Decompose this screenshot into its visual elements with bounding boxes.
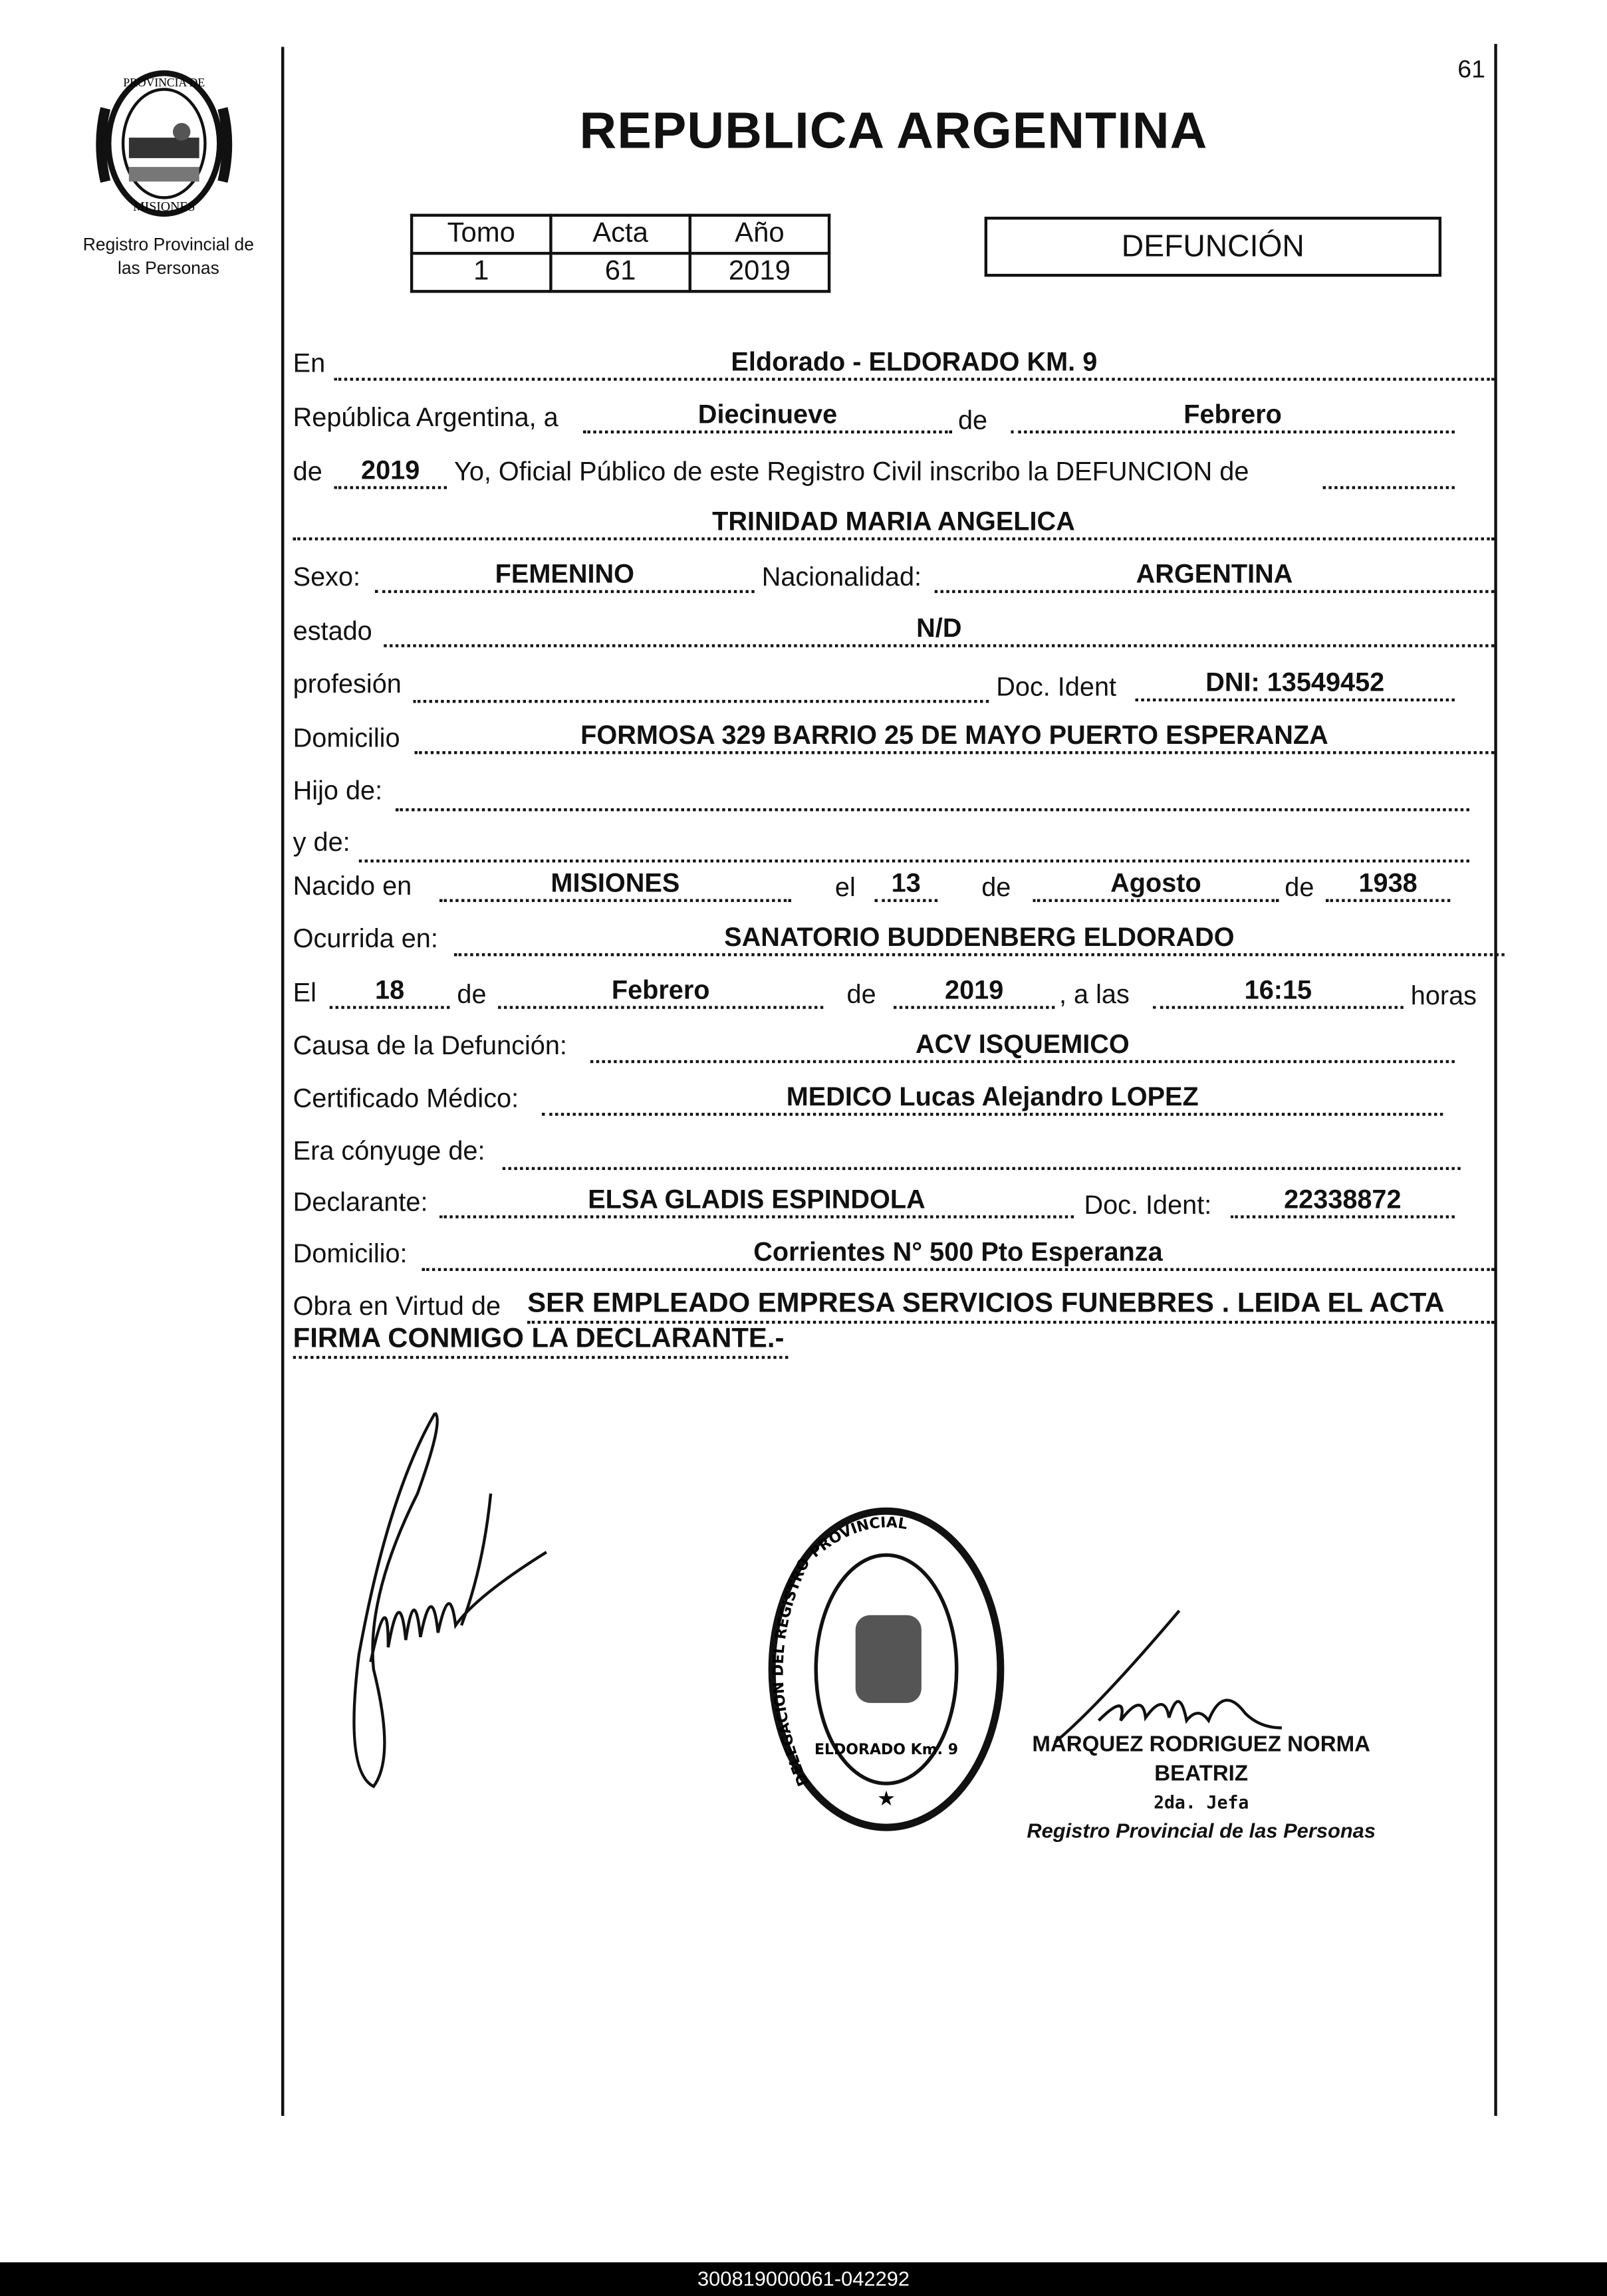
en-label: En <box>293 348 326 378</box>
oficial-text: Yo, Oficial Público de este Registro Civil inscribo la DEFUNCION de <box>454 457 1249 487</box>
declarante-doc-field: 22338872 <box>1231 1183 1455 1218</box>
official-stamp <box>765 1505 1014 1835</box>
de-label: de <box>293 457 322 487</box>
header-ano: Año <box>690 215 829 253</box>
estado-label: estado <box>293 616 372 646</box>
certificado-field: MEDICO Lucas Alejandro LOPEZ <box>542 1081 1443 1116</box>
ocurrida-label: Ocurrida en: <box>293 923 438 954</box>
signatory-block <box>1011 1731 1392 1845</box>
svg-text:DELEGACION DEL REGISTRO PROVIN: DELEGACION DEL REGISTRO PROVINCIAL <box>770 1514 909 1789</box>
record-table-header-row <box>412 215 829 253</box>
nacido-en-field: MISIONES <box>439 867 791 902</box>
birth-month-field: Agosto <box>1033 867 1279 902</box>
y-de-label: y de: <box>293 827 350 857</box>
place-field: Eldorado - ELDORADO KM. 9 <box>334 346 1494 381</box>
death-month-field: Febrero <box>498 974 823 1009</box>
doc-ident-field: DNI: 13549452 <box>1136 666 1455 701</box>
causa-label: Causa de la Defunción: <box>293 1030 567 1060</box>
svg-text:PROVINCIA DE: PROVINCIA DE <box>123 75 205 89</box>
signatory-role: 2da. Jefa <box>1154 1792 1249 1813</box>
nacido-en-label: Nacido en <box>293 871 412 901</box>
el-label: el <box>834 872 856 902</box>
signatory-name: MARQUEZ RODRIGUEZ NORMA BEATRIZ <box>1032 1732 1370 1787</box>
de-label: de <box>846 979 876 1009</box>
estado-field: N/D <box>384 612 1494 647</box>
conyuge-field <box>503 1135 1461 1170</box>
republica-label: República Argentina, a <box>293 402 558 432</box>
deceased-name-field: TRINIDAD MARIA ANGELICA <box>293 505 1495 540</box>
day-words-field: Diecinueve <box>583 398 952 433</box>
header-acta: Acta <box>551 215 689 253</box>
domicilio-field: FORMOSA 329 BARRIO 25 DE MAYO PUERTO ESPERANZA <box>415 719 1495 754</box>
nacionalidad-label: Nacionalidad: <box>761 562 922 592</box>
page-number: 61 <box>1457 55 1485 84</box>
obra-field-line1: SER EMPLEADO EMPRESA SERVICIOS FUNEBRES . LEIDA EL ACTA <box>527 1288 1494 1323</box>
certificado-label: Certificado Médico: <box>293 1084 519 1113</box>
ocurrida-field: SANATORIO BUDDENBERG ELDORADO <box>454 921 1505 957</box>
month-field: Febrero <box>1011 398 1455 433</box>
year-field: 2019 <box>334 454 447 489</box>
horas-label: horas <box>1410 980 1477 1010</box>
value-acta: 61 <box>551 253 689 291</box>
obra-label: Obra en Virtud de <box>293 1291 501 1321</box>
obra-field-line2: FIRMA CONMIGO LA DECLARANTE.- <box>293 1323 789 1359</box>
registry-line1: Registro Provincial de <box>82 234 254 255</box>
doc-ident-label: Doc. Ident <box>996 672 1117 702</box>
document-code: 300819000061-042292 <box>697 2266 910 2291</box>
y-de-field <box>359 828 1469 863</box>
svg-text:★: ★ <box>877 1787 896 1811</box>
death-day-field: 18 <box>330 974 450 1009</box>
declarante-field: ELSA GLADIS ESPINDOLA <box>439 1183 1074 1218</box>
record-table <box>410 214 830 293</box>
value-tomo: 1 <box>412 253 551 291</box>
misiones-coat-of-arms-logo <box>91 64 237 223</box>
birth-year-field: 1938 <box>1326 867 1450 902</box>
registry-line2: las Personas <box>117 257 219 279</box>
value-ano: 2019 <box>690 253 829 291</box>
svg-text:ELDORADO Km. 9: ELDORADO Km. 9 <box>814 1741 959 1758</box>
page-title: REPUBLICA ARGENTINA <box>579 102 1208 160</box>
official-signature <box>1040 1603 1289 1750</box>
document-code-bar <box>0 2262 1607 2296</box>
de-label: de <box>957 405 988 435</box>
signatory-office: Registro Provincial de las Personas <box>1027 1818 1376 1843</box>
profesion-field <box>413 667 989 703</box>
sexo-label: Sexo: <box>293 562 361 592</box>
declarant-signature <box>330 1406 564 1801</box>
conyuge-label: Era cónyuge de: <box>293 1136 485 1166</box>
de-label: de <box>981 872 1011 902</box>
header-tomo: Tomo <box>412 215 551 253</box>
domicilio-label: Domicilio <box>293 723 400 753</box>
birth-day-field: 13 <box>874 867 937 902</box>
sexo-field: FEMENINO <box>375 558 755 593</box>
El-label: El <box>293 978 316 1008</box>
record-table-value-row <box>412 253 829 291</box>
profesion-label: profesión <box>293 669 402 699</box>
de-label: de <box>457 979 487 1009</box>
record-type-box: DEFUNCIÓN <box>985 217 1441 277</box>
nacionalidad-field: ARGENTINA <box>935 558 1495 593</box>
registry-name <box>59 233 278 279</box>
a-las-label: , a las <box>1058 979 1130 1009</box>
left-margin-line <box>281 47 284 2116</box>
right-margin-line <box>1494 44 1497 2116</box>
death-time-field: 16:15 <box>1153 974 1404 1009</box>
declarante-label: Declarante: <box>293 1187 428 1217</box>
hijo-de-field <box>396 776 1469 811</box>
declarante-domicilio-label: Domicilio: <box>293 1238 408 1268</box>
causa-field: ACV ISQUEMICO <box>590 1028 1455 1063</box>
declarante-doc-label: Doc. Ident: <box>1084 1190 1212 1220</box>
death-year-field: 2019 <box>894 974 1054 1009</box>
blank-field <box>1323 454 1455 489</box>
hijo-de-label: Hijo de: <box>293 776 383 806</box>
svg-text:MISIONES: MISIONES <box>132 199 195 215</box>
de-label: de <box>1285 872 1314 902</box>
declarante-domicilio-field: Corrientes N° 500 Pto Esperanza <box>422 1236 1495 1271</box>
